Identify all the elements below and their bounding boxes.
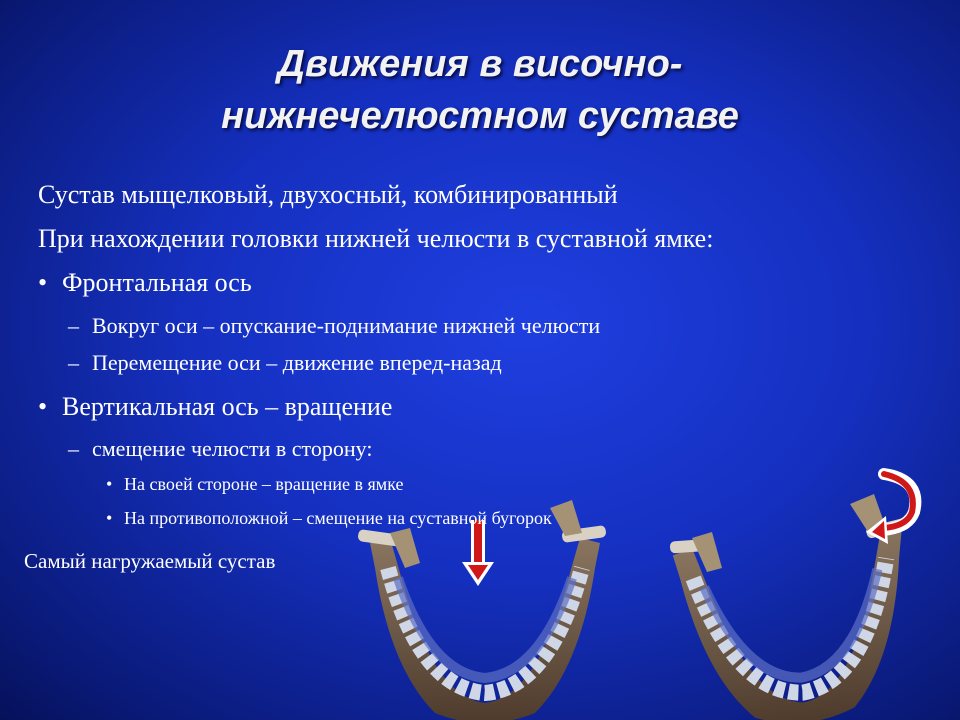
bullet-label: Фронтальная ось xyxy=(62,268,252,297)
sub-item-rotation-around-axis xyxy=(68,313,600,339)
sub-item-label: Вокруг оси – опускание-поднимание нижней челюсти xyxy=(92,313,601,338)
dash-marker: – xyxy=(68,350,79,375)
bullet-marker: • xyxy=(38,268,48,297)
dash-marker: – xyxy=(68,436,79,461)
sub-sub-item-opposite-side xyxy=(106,508,552,529)
bullet-vertical-axis xyxy=(38,392,392,422)
text-line-joint-type: Сустав мыщелковый, двухосный, комбинированный xyxy=(38,180,618,209)
sub-item-axis-displacement xyxy=(68,350,502,376)
sub-item-label: Перемещение оси – движение вперед-назад xyxy=(92,350,502,375)
title-line-2: нижнечелюстном суставе xyxy=(221,95,739,137)
dash-marker: – xyxy=(68,313,79,338)
sub-sub-item-own-side xyxy=(106,474,403,495)
bullet-marker: • xyxy=(106,508,113,528)
curved-arrow-icon xyxy=(862,466,926,546)
down-arrow-icon xyxy=(460,520,496,588)
sub-item-lateral-shift xyxy=(68,436,372,462)
bullet-marker: • xyxy=(38,392,48,421)
sub-sub-item-label: На противоположной – смещение на суставной бугорок xyxy=(124,508,552,528)
bullet-marker: • xyxy=(106,474,113,494)
sub-item-label: смещение челюсти в сторону: xyxy=(92,436,373,461)
bullet-frontal-axis xyxy=(38,268,252,298)
text-line-condition: При нахождении головки нижней челюсти в суставной ямке: xyxy=(38,224,714,253)
title-line-1: Движения в височно- xyxy=(277,43,683,85)
sub-sub-item-label: На своей стороне – вращение в ямке xyxy=(124,474,404,494)
bullet-label: Вертикальная ось – вращение xyxy=(62,392,393,421)
slide-title xyxy=(0,38,960,142)
note-most-loaded-joint: Самый нагружаемый сустав xyxy=(24,549,276,573)
